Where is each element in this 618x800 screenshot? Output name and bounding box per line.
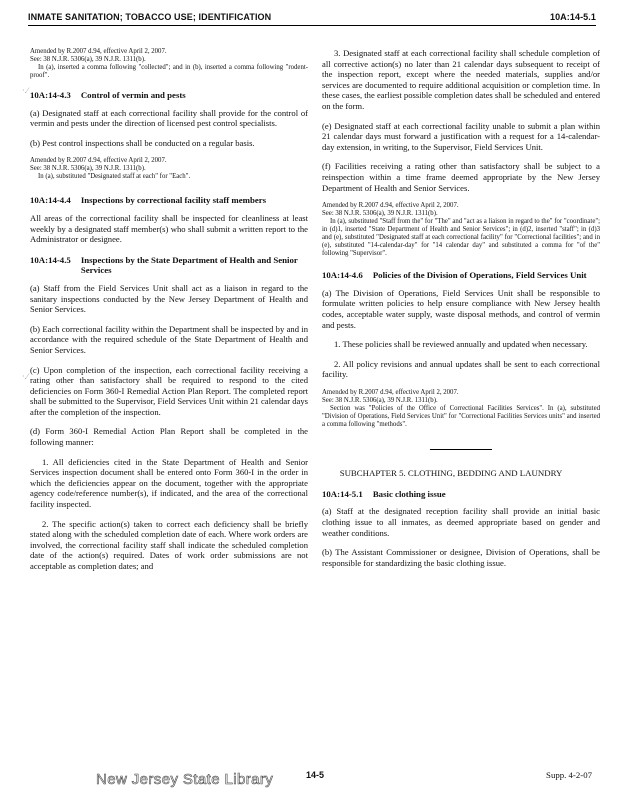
paragraph: (f) Facilities receiving a rating other than satisfactory shall be subject to a reinspection within a time frame deemed appropriate by the New Jersey Department of Health and Senior Services. <box>322 161 600 193</box>
section-title: Basic clothing issue <box>372 488 446 499</box>
paragraph: (b) Each correctional facility within the Department shall be inspected by and in accordance with the required schedule of the State Department of Health and Senior Services. <box>30 323 308 355</box>
section-heading <box>30 90 308 101</box>
section-title: Inspections by the State Department of Health and Senior Services <box>80 254 298 276</box>
section-heading <box>30 255 308 276</box>
supplement-date: Supp. 4-2-07 <box>546 770 592 780</box>
citation-note: See: 38 N.J.R. 5306(a), 39 N.J.R. 1311(b). <box>322 396 438 404</box>
paragraph: (a) Staff at the designated reception facility shall provide an initial basic clothing issue to all inmates, as deemed appropriate based on gender and weather conditions. <box>322 506 600 538</box>
subchapter-heading: SUBCHAPTER 5. CLOTHING, BEDDING AND LAUNDRY <box>339 467 563 478</box>
change-note: In (a), substituted "Designated staff at each" for "Each". <box>38 173 191 181</box>
citation-note: See: 38 N.J.R. 5306(a), 39 N.J.R. 1311(b). <box>30 56 146 63</box>
amendment-note: Amended by R.2007 d.94, effective April 2, 2007. <box>30 48 167 55</box>
paragraph: (e) Designated staff at each correctional facility unable to submit a plan within 21 calendar days must forward a justification with a request for a 14-calendar-day extension, in writing, to the Supervisor, Field Services Unit. <box>322 120 600 152</box>
paragraph: (a) Designated staff at each correctional facility shall provide for the control of vermin and pests under the direction of licensed pest control specialists. <box>30 107 308 129</box>
left-column <box>30 48 308 581</box>
section-number: 10A:14-4.3 <box>30 90 71 100</box>
list-item: 1. All deficiencies cited in the State Department of Health and Senior Services inspection document shall be entered onto Form 360-I in the order in which the deficiencies appear on the document, together with the appropriate agency code/reference number(s), if indicated, and the area of the correctional facility inspected. <box>30 456 308 510</box>
change-note: Section was "Policies of the Office of Correctional Facilities Services". In (a), substituted "Division of Operations, Field Services Unit" for "Correctional Facilities Services units" and inserted a comma following "methods". <box>322 404 600 428</box>
list-item: 3. Designated staff at each correctional facility shall schedule completion of all corrective action(s) no later than 21 calendar days subsequent to receipt of the inspection report, except where the needed materials, supplies and/or services are documented to require additional acquisition or completion time. In these cases, the earliest possible completion dates shall be scheduled and entered on the form. <box>322 48 600 111</box>
header-section-code: 10A:14-5.1 <box>549 12 596 22</box>
right-column <box>322 48 600 577</box>
section-title: Inspections by correctional facility staff members <box>80 195 267 206</box>
section-number: 10A:14-4.6 <box>322 270 363 281</box>
paragraph: (b) The Assistant Commissioner or designee, Division of Operations, shall be responsible for standardizing the basic clothing issue. <box>322 547 600 568</box>
section-title: Policies of the Division of Operations, Field Services Unit <box>372 270 587 281</box>
amendment-note: Amended by R.2007 d.94, effective April 2, 2007. <box>322 388 459 396</box>
amendment-note: Amended by R.2007 d.94, effective April 2, 2007. <box>322 202 459 210</box>
list-item: 1. These policies shall be reviewed annually and updated when necessary. <box>334 339 588 350</box>
section-number: 10A:14-4.5 <box>30 254 71 265</box>
running-header <box>28 9 596 26</box>
change-note: In (a), inserted a comma following "collected"; and in (b), inserted a comma following "rodent-proof". <box>30 64 308 79</box>
section-divider <box>430 449 492 450</box>
section-number: 10A:14-4.4 <box>30 195 71 206</box>
section-heading <box>322 270 600 281</box>
header-title: INMATE SANITATION; TOBACCO USE; IDENTIFICATION <box>28 12 272 22</box>
amendment-note: Amended by R.2007 d.94, effective April 2, 2007. <box>30 157 167 165</box>
list-item: 2. All policy revisions and annual updates shall be sent to each correctional facility. <box>322 358 600 380</box>
margin-mark: ·.⁄ <box>22 372 28 381</box>
section-title: Control of vermin and pests <box>80 90 186 100</box>
section-heading <box>30 195 308 206</box>
paragraph: (d) Form 360-I Remedial Action Plan Report shall be completed in the following manner: <box>30 426 308 448</box>
section-number: 10A:14-5.1 <box>322 488 363 499</box>
paragraph: (c) Upon completion of the inspection, each correctional facility receiving a rating other than satisfactory shall be required to respond to the cited deficiencies on Form 360-I Remedial Action Plan Report. The completed report shall be submitted to the Supervisor, Field Services Unit within 21 calendar days after the completion of the inspection. <box>30 364 308 417</box>
list-item: 2. The specific action(s) taken to correct each deficiency shall be briefly stated along with the scheduled completion date of each. Where work orders are involved, the correctional facility staff shall indicate the scheduled completion date of the action(s) required. Dates of work order submissions are not acceptable as completion dates; and <box>30 518 308 571</box>
citation-note: See: 38 N.J.R. 5306(a), 39 N.J.R. 1311(b). <box>322 210 438 218</box>
page-number: 14-5 <box>306 770 325 780</box>
paragraph: (b) Pest control inspections shall be conducted on a regular basis. <box>30 137 255 148</box>
change-note: In (a), substituted "Staff from the" for "The" and "act as a liaison in regard to the" for "coordinate"; in (d)1, inserted "State Department of Health and Senior Services"; in (d)2, inserted "staff"; in (d)3 and (e), substituted "Designated staff at each correctional facility" for "Correctional facilities"; and in (e), substituted "14-calendar-day" for "14 calendar day" and substituted a comma for "of the" following "Supervisor". <box>322 218 600 258</box>
citation-note: See: 38 N.J.R. 5306(a), 39 N.J.R. 1311(b). <box>30 165 146 173</box>
paragraph: (a) The Division of Operations, Field Services Unit shall be responsible to formulate written policies to help ensure compliance with New Jersey health codes, acceptable water supply, waste disposal methods, and control of vermin and pests. <box>322 287 600 330</box>
section-heading <box>322 489 600 500</box>
library-watermark: New Jersey State Library <box>96 771 274 788</box>
paragraph: All areas of the correctional facility shall be inspected for cleanliness at least weekly by a designated staff member(s) who shall submit a written report to the Administrator or designee. <box>30 212 308 245</box>
margin-mark: ·.⁄ <box>22 86 28 95</box>
paragraph: (a) Staff from the Field Services Unit shall act as a liaison in regard to the sanitary inspections conducted by the New Jersey Department of Health and Senior Services. <box>30 282 308 315</box>
